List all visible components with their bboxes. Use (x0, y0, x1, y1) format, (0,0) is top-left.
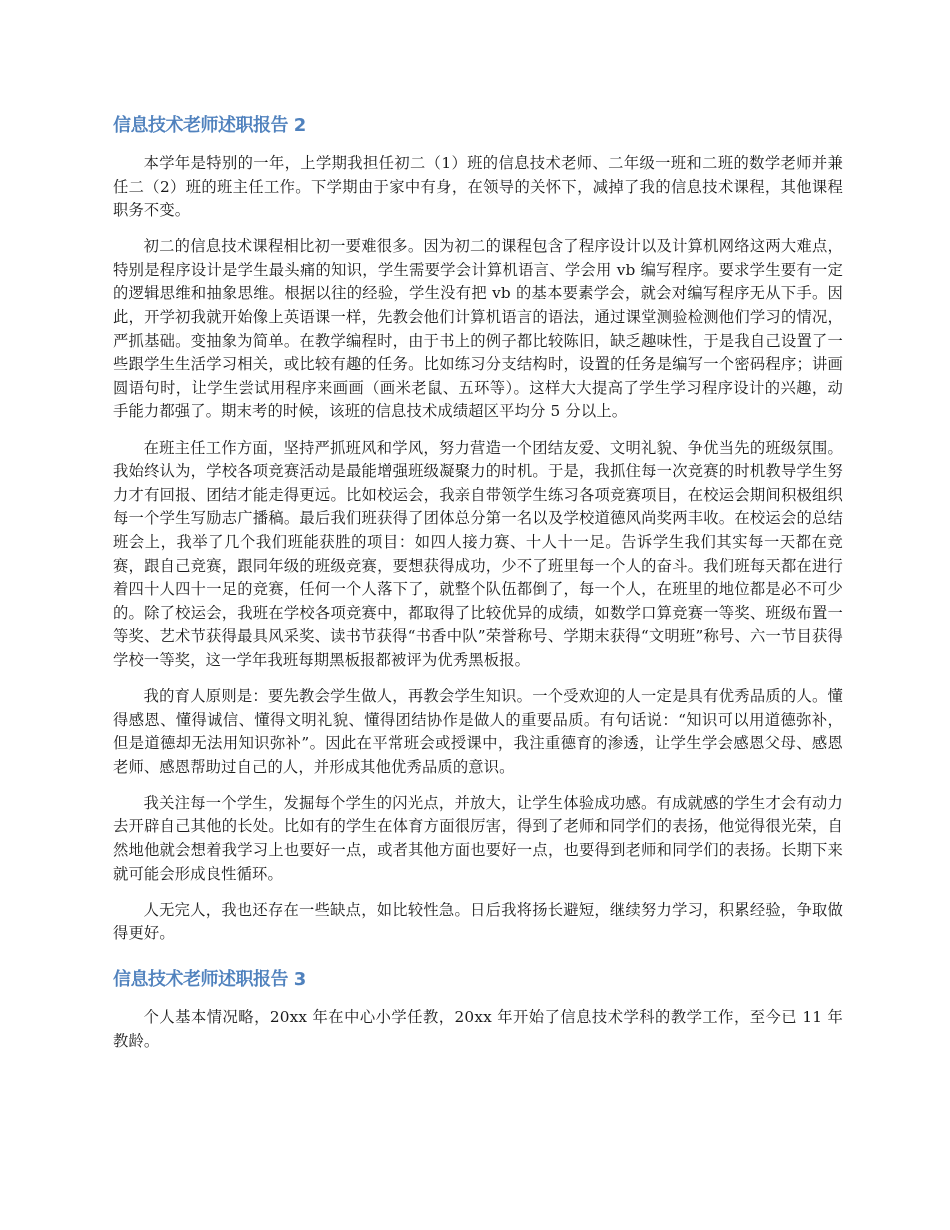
paragraph: 在班主任工作方面，坚持严抓班风和学风，努力营造一个团结友爱、文明礼貌、争优当先的班级氛围。我始终认为，学校各项竞赛活动是最能增强班级凝聚力的时机。于是，我抓住每一次竞赛的时机教导学生努力才有回报、团结才能走得更远。比如校运会，我亲自带领学生练习各项竞赛项目，在校运会期间积极组织每一个学生写励志广播稿。最后我们班获得了团体总分第一名以及学校道德风尚奖两丰收。在校运会的总结班会上，我举了几个我们班能获胜的项目：如四人接力赛、十人十一足。告诉学生我们其实每一天都在竞赛，跟自己竞赛，跟同年级的班级竞赛，要想获得成功，少不了班里每一个人的奋斗。我们班每天都在进行着四十人四十一足的竞赛，任何一个人落下了，就整个队伍都倒了，每一个人，在班里的地位都是必不可少的。除了校运会，我班在学校各项竞赛中，都取得了比较优异的成绩，如数学口算竞赛一等奖、班级布置一等奖、艺术节获得最具风采奖、读书节获得“书香中队”荣誉称号、学期末获得“文明班”称号、六一节目获得学校一等奖，这一学年我班每期黑板报都被评为优秀黑板报。 (113, 438, 843, 669)
paragraph: 我关注每一个学生，发掘每个学生的闪光点，并放大，让学生体验成功感。有成就感的学生才会有动力去开辟自己其他的长处。比如有的学生在体育方面很厉害，得到了老师和同学们的表扬，他觉得很光荣，自然地他就会想着我学习上也要好一点，或者其他方面也要好一点，也要得到老师和同学们的表扬。长期下来就可能会形成良性循环。 (113, 793, 843, 883)
paragraph: 本学年是特别的一年，上学期我担任初二（1）班的信息技术老师、二年级一班和二班的数学老师并兼任二（2）班的班主任工作。下学期由于家中有身，在领导的关怀下，减掉了我的信息技术课程，其他课程职务不变。 (113, 154, 843, 220)
section-heading: 信息技术老师述职报告 3 (113, 968, 306, 990)
paragraph: 我的育人原则是：要先教会学生做人，再教会学生知识。一个受欢迎的人一定是具有优秀品质的人。懂得感恩、懂得诚信、懂得文明礼貌、懂得团结协作是做人的重要品质。有句话说：“知识可以用道德弥补，但是道德却无法用知识弥补”。因此在平常班会或授课中，我注重德育的渗透，让学生学会感恩父母、感恩老师、感恩帮助过自己的人，并形成其他优秀品质的意识。 (113, 686, 843, 776)
paragraph: 初二的信息技术课程相比初一要难很多。因为初二的课程包含了程序设计以及计算机网络这两大难点，特别是程序设计是学生最头痛的知识，学生需要学会计算机语言、学会用 vb 编写程序。要求学生要有一定的逻辑思维和抽象思维。根据以往的经验，学生没有把 vb 的基本要素学会，就会对编写程序无从下手。因此，开学初我就开始像上英语课一样，先教会他们计算机语言的语法，通过课堂测验检测他们学习的情况，严抓基础。变抽象为简单。在教学编程时，由于书上的例子都比较陈旧，缺乏趣味性，于是我自己设置了一些跟学生生活学习相关，或比较有趣的任务。比如练习分支结构时，设置的任务是编写一个密码程序；讲画圆语句时，让学生尝试用程序来画画（画米老鼠、五环等）。这样大大提高了学生学习程序设计的兴趣，动手能力都强了。期末考的时候，该班的信息技术成绩超区平均分 5 分以上。 (113, 237, 843, 421)
paragraph: 人无完人，我也还存在一些缺点，如比较性急。日后我将扬长避短，继续努力学习，积累经验，争取做得更好。 (113, 900, 843, 943)
paragraph: 个人基本情况略，20xx 年在中心小学任教，20xx 年开始了信息技术学科的教学工作，至今已 11 年教龄。 (113, 1007, 843, 1050)
document-page (113, 112, 843, 1066)
section-heading: 信息技术老师述职报告 2 (113, 115, 306, 136)
